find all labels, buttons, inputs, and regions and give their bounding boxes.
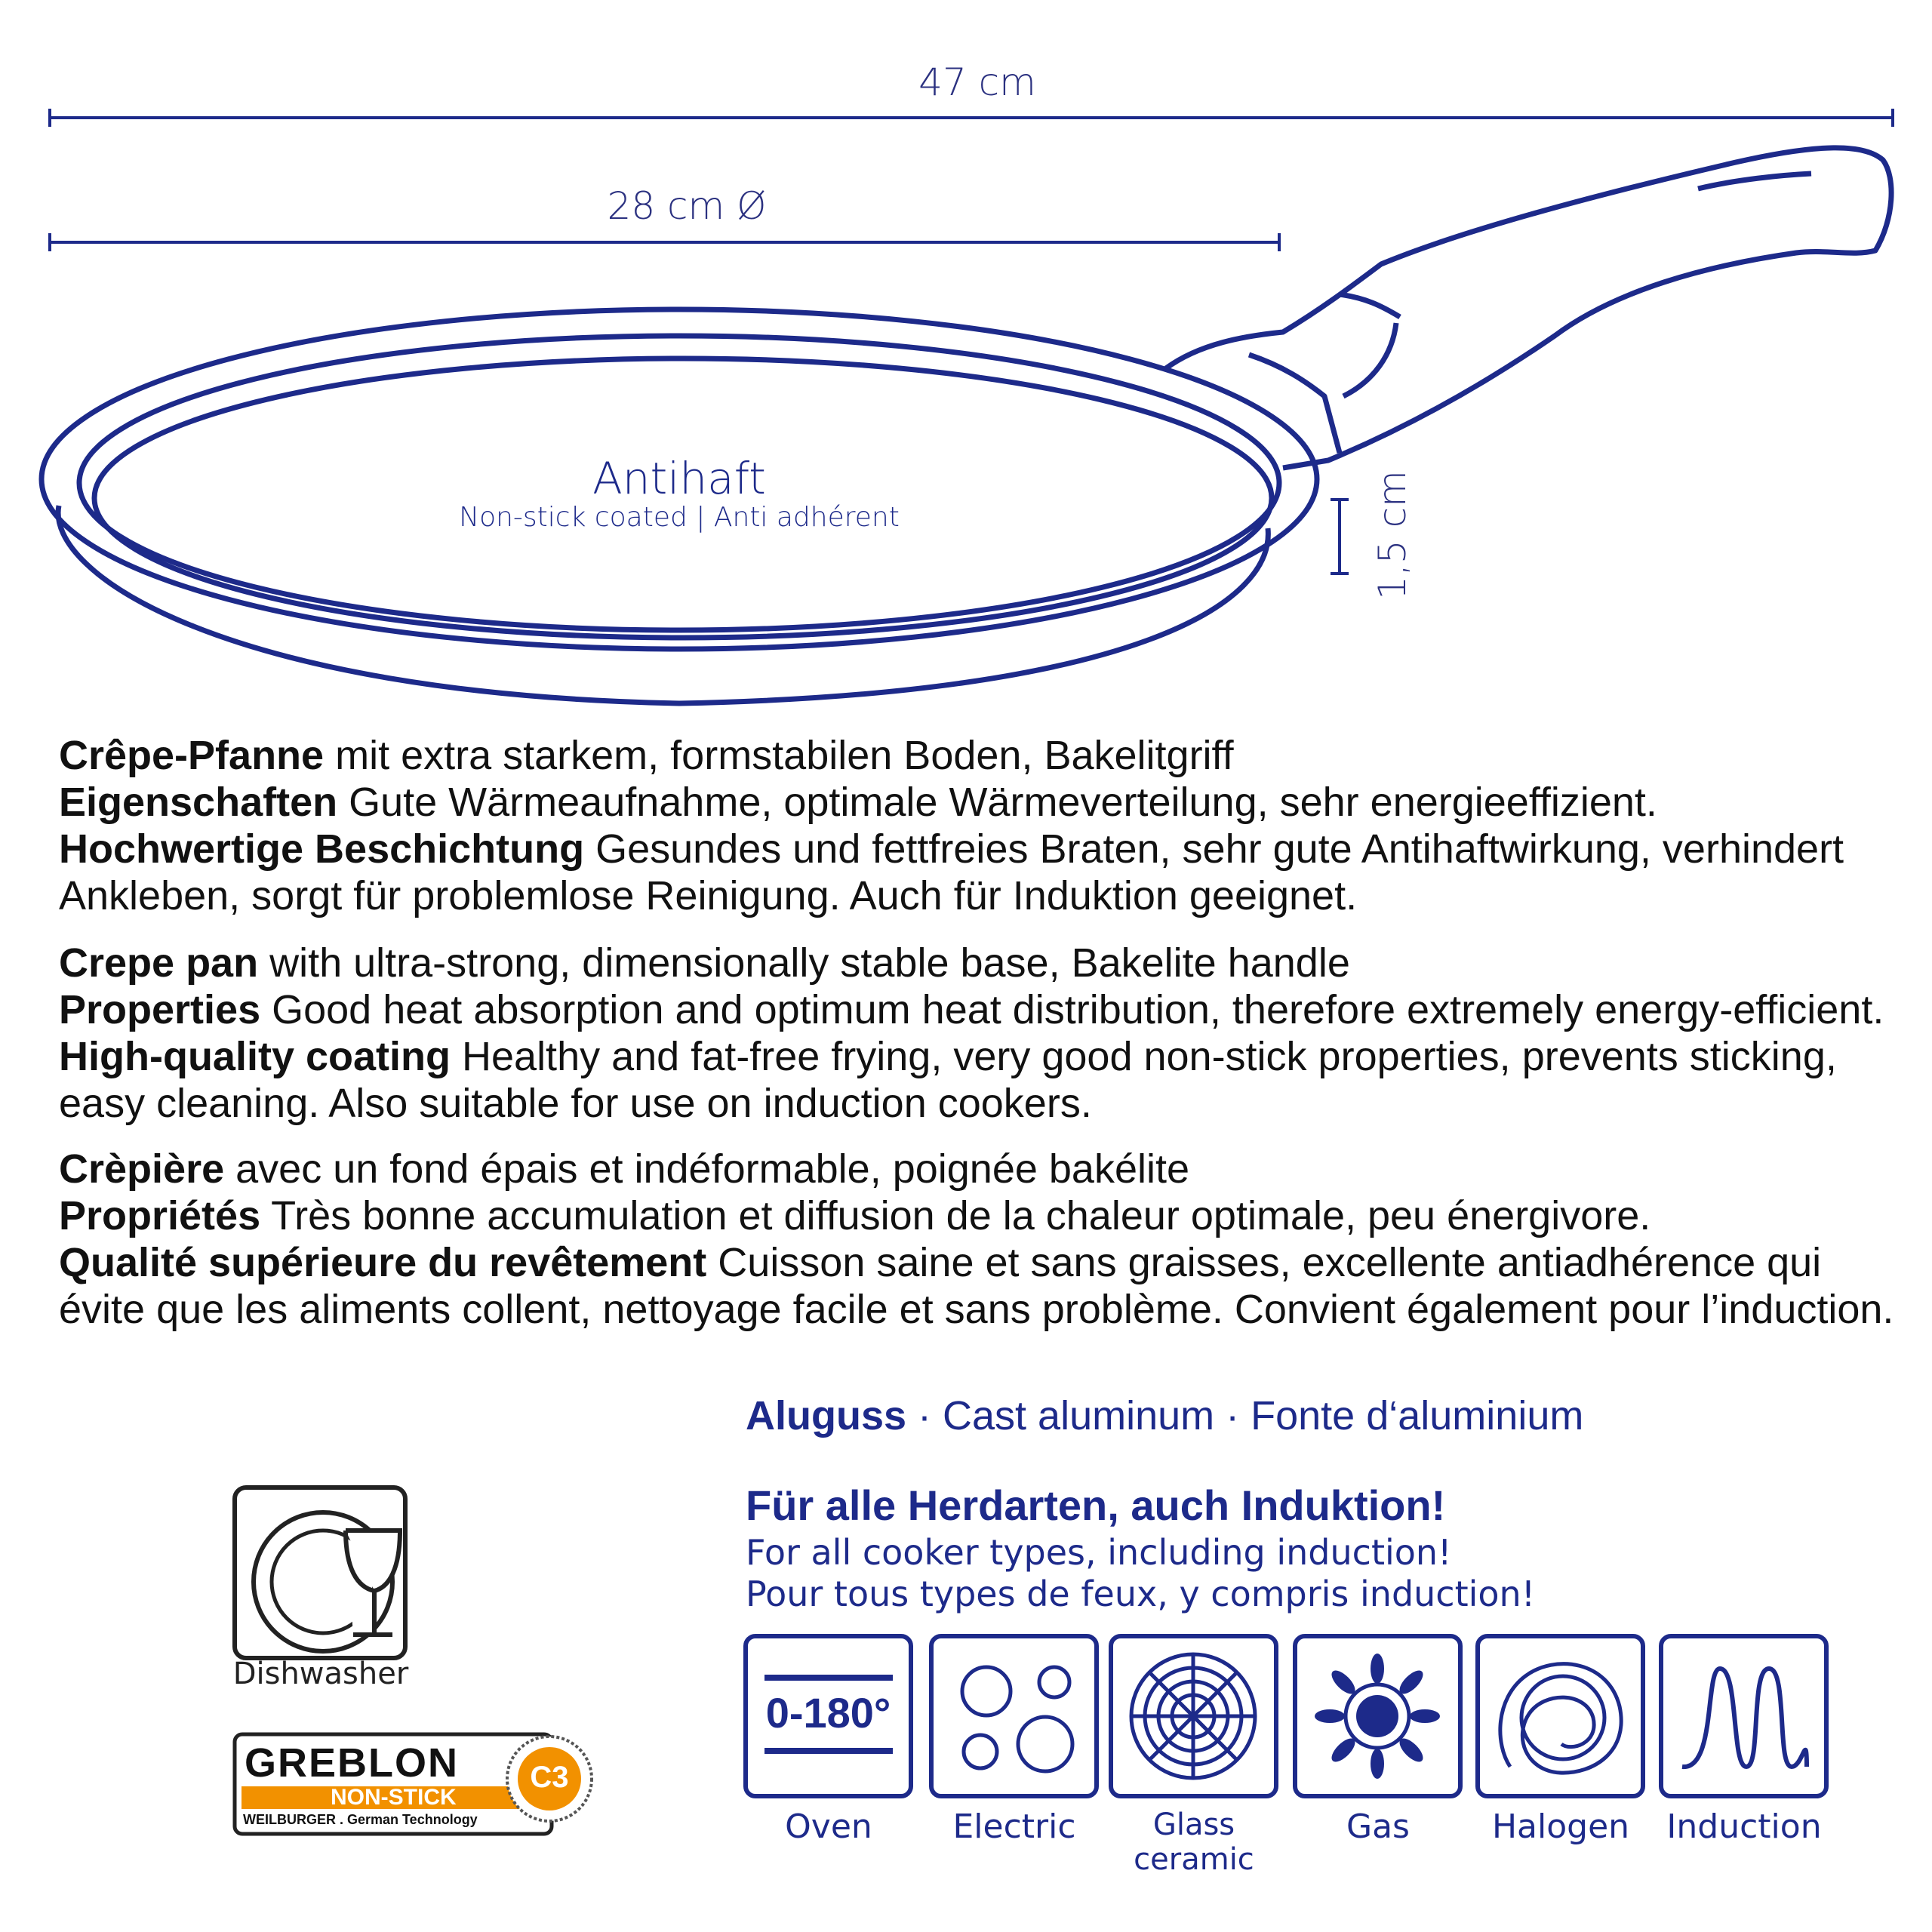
oven-icon [743, 1634, 913, 1798]
greblon-tagline: WEILBURGER . German Technology [243, 1812, 478, 1827]
coating-title: Antihaft [592, 453, 766, 504]
oven-label: Oven [785, 1807, 872, 1846]
material-rest: · Cast aluminum · Fonte d‘aluminium [906, 1393, 1584, 1438]
desc-fr-line: Crèpière avec un fond épais et indéformable, poignée bakélite [59, 1146, 1190, 1192]
greblon-brand: GREBLON [245, 1740, 459, 1786]
gas-label: Gas [1346, 1807, 1410, 1846]
material-bold: Aluguss [746, 1393, 907, 1438]
desc-en-line: High-quality coating Healthy and fat-free frying, very good non-stick properties, prevents sticking, easy cleaning. Also suitable for use on induction cookers. [59, 1034, 1837, 1126]
electric-label: Electric [952, 1807, 1076, 1846]
gas-flame-icon [1293, 1634, 1463, 1798]
induction-coil-icon [1659, 1634, 1829, 1798]
stove-heading-de: Für alle Herdarten, auch Induktion! [746, 1481, 1446, 1529]
height-label: 1,5 cm [1371, 470, 1414, 600]
greblon-grade: C3 [530, 1761, 569, 1794]
description-de [59, 732, 1915, 919]
description-fr [59, 1146, 1915, 1333]
desc-de-line: Crêpe-Pfanne mit extra starkem, formstabilen Boden, Bakelitgriff [59, 733, 1234, 778]
desc-en-line: Properties Good heat absorption and optimum heat distribution, therefore extremely energy-efficient. [59, 987, 1884, 1032]
induction-label: Induction [1666, 1807, 1822, 1846]
dishwasher-label: Dishwasher [232, 1657, 409, 1691]
desc-de-line: Eigenschaften Gute Wärmeaufnahme, optimale Wärmeverteilung, sehr energieeffizient. [59, 780, 1657, 825]
crepe-pan-drawing [0, 0, 1932, 724]
electric-hob-icon [929, 1634, 1099, 1798]
diameter-label: 28 cm Ø [607, 184, 767, 228]
material-line [746, 1392, 1583, 1439]
desc-fr-line: Qualité supérieure du revêtement Cuisson saine et sans graisses, excellente antiadhérence qui évite que les aliments collent, nettoyage facile et sans problème. Convient également pour l’induction. [59, 1240, 1894, 1332]
desc-de-line: Hochwertige Beschichtung Gesundes und fettfreies Braten, sehr gute Antihaftwirkung, verhindert Ankleben, sorgt für problemlose Reinigung. Auch für Induktion geeignet. [59, 826, 1844, 918]
greblon-logo [232, 1732, 602, 1836]
desc-en-line: Crepe pan with ultra-strong, dimensionally stable base, Bakelite handle [59, 940, 1350, 986]
glass-ceramic-label: Glass ceramic [1134, 1807, 1254, 1877]
total-length-label: 47 cm [918, 60, 1036, 104]
greblon-sub: NON-STICK [331, 1785, 457, 1810]
dishwasher-icon [232, 1485, 408, 1660]
glass-ceramic-icon [1109, 1634, 1278, 1798]
oven-temp-text: 0-180° [765, 1689, 891, 1737]
desc-fr-line: Propriétés Très bonne accumulation et diffusion de la chaleur optimale, peu énergivore. [59, 1193, 1651, 1238]
description-en [59, 940, 1915, 1127]
stove-heading-fr: Pour tous types de feux, y compris induction! [746, 1574, 1536, 1614]
halogen-label: Halogen [1491, 1807, 1630, 1846]
stove-heading-en: For all cooker types, including induction! [746, 1532, 1452, 1573]
halogen-icon [1475, 1634, 1645, 1798]
coating-subtitle: Non-stick coated | Anti adhérent [459, 502, 900, 533]
